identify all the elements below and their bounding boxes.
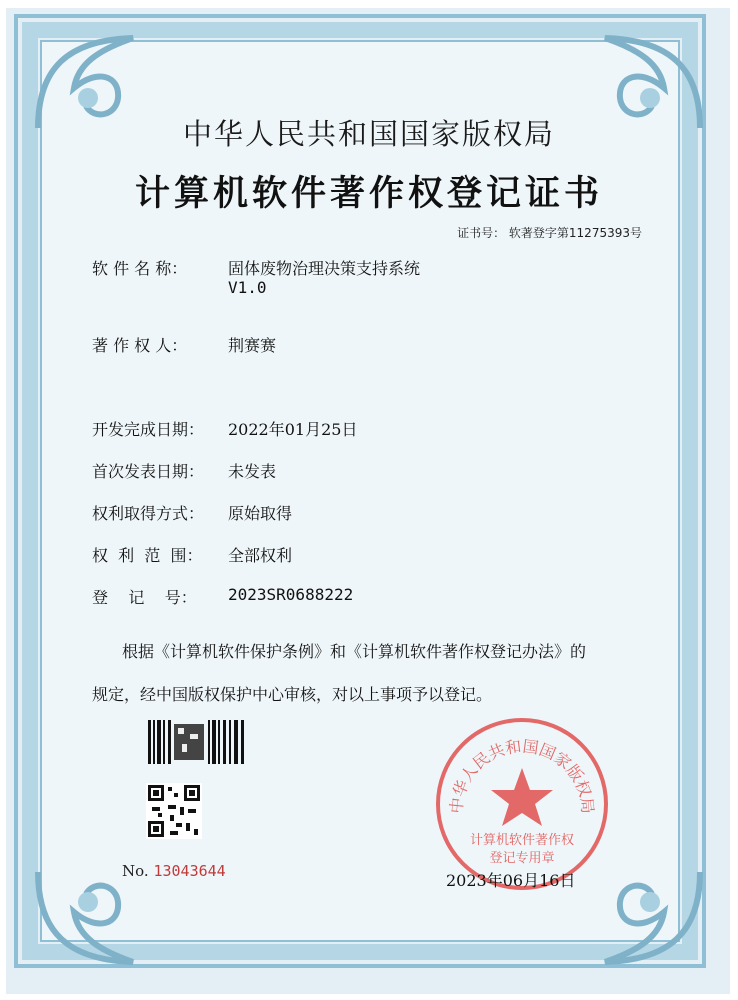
svg-text:中华人民共和国国家版权局: 中华人民共和国国家版权局: [446, 736, 598, 815]
issuing-authority: 中华人民共和国国家版权局: [182, 117, 555, 151]
field-label: 开发完成日期：: [92, 420, 205, 439]
certificate-number: 证书号： 软著登字第11275393号: [457, 226, 642, 240]
certificate-title: 计算机软件著作权登记证书: [134, 173, 603, 214]
serial-prefix: No.: [122, 862, 149, 880]
svg-text:计算机软件著作权: 计算机软件著作权: [469, 833, 575, 848]
official-seal: [434, 716, 610, 892]
field-label: 登 记 号：: [92, 588, 197, 607]
field-value: 2022年01月25日: [228, 420, 358, 439]
field-label: 权利取得方式：: [92, 504, 205, 523]
serial-number-block: [122, 862, 226, 880]
field-value: 全部权利: [228, 546, 293, 565]
field-value: 未发表: [228, 462, 277, 481]
field-value: 2023SR0688222: [228, 585, 354, 604]
field-value: 原始取得: [228, 504, 293, 523]
statement-line-1: 根据《计算机软件保护条例》和《计算机软件著作权登记办法》的: [122, 642, 587, 661]
issue-date: 2023年06月16日: [446, 871, 576, 890]
field-label: 著 作 权 人：: [92, 336, 188, 355]
qr-code: [146, 783, 202, 839]
statement-line-2: 规定，经中国版权保护中心审核，对以上事项予以登记。: [92, 685, 493, 704]
field-value-version: V1.0: [228, 278, 267, 297]
field-label: 软 件 名 称：: [92, 259, 188, 278]
serial-number: 13043644: [153, 862, 226, 880]
field-value: 固体废物治理决策支持系统: [228, 259, 421, 278]
field-value: 荆赛赛: [228, 336, 277, 355]
field-label: 首次发表日期：: [92, 462, 205, 481]
field-label: 权 利 范 围：: [92, 546, 203, 565]
barcode: [148, 720, 246, 764]
svg-text:登记专用章: 登记专用章: [489, 851, 555, 866]
